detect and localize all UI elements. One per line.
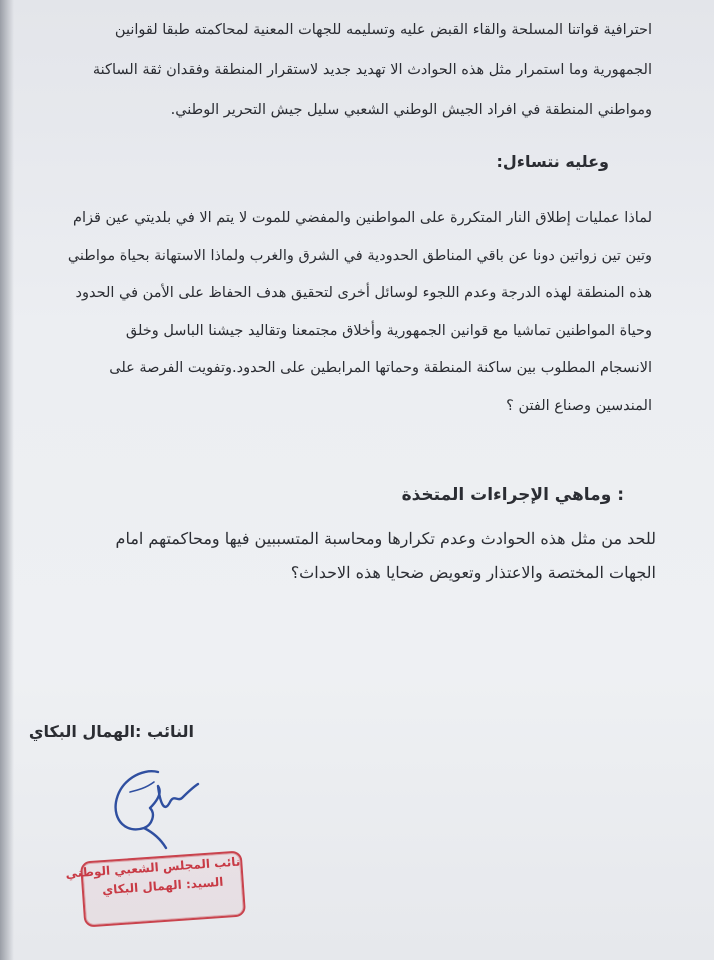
signer-name: النائب :الهمال البكاي — [28, 722, 194, 741]
handwritten-signature — [100, 762, 220, 852]
paragraph-1-line: الجمهورية وما استمرار مثل هذه الحوادث الا تهديد جديد لاستقرار المنطقة وفقدان ثقة الساكنة — [92, 62, 652, 78]
stamp-line-2: السيد: الهمال البكاي — [101, 874, 224, 898]
page-edge-shadow — [0, 0, 14, 960]
heading-questions: وعليه نتساءل: — [496, 152, 609, 171]
paragraph-3-line: الجهات المختصة والاعتذار وتعويض ضحايا هذه الاحداث؟ — [290, 563, 656, 582]
paragraph-3-line: للحد من مثل هذه الحوادث وعدم تكرارها ومحاسبة المتسببين فيها ومحاكمتهم امام — [115, 529, 656, 548]
paragraph-1-line: احترافية قواتنا المسلحة والقاء القبض عليه وتسليمه للجهات المعنية لمحاكمته طبقا لقوانين — [114, 22, 652, 38]
stamp-line-1: نائب المجلس الشعبي الوطني — [65, 854, 241, 881]
official-stamp — [65, 850, 246, 927]
paragraph-3 — [116, 522, 656, 590]
paragraph-2-line: وتين تين زواتين دونا عن باقي المناطق الحدودية في الشرق والغرب ولماذا الاستهانة بحياة مواطني — [67, 247, 652, 264]
paragraph-2-line: وحياة المواطنين تماشيا مع قوانين الجمهورية وأخلاق مجتمعنا وتقاليد جيشنا الباسل وخلق — [125, 322, 652, 339]
heading-measures: : وماهي الإجراءات المتخذة — [401, 485, 624, 505]
paragraph-2-line: الانسجام المطلوب بين ساكنة المنطقة وحماتها المرابطين على الحدود.وتفويت الفرصة على — [109, 360, 652, 376]
paragraph-2-line: هذه المنطقة لهذه الدرجة وعدم اللجوء لوسائل أخرى لتحقيق هدف الحفاظ على الأمن في الحدود — [75, 285, 652, 301]
paragraph-2 — [68, 200, 652, 425]
paragraph-1-line: ومواطني المنطقة في افراد الجيش الوطني الشعبي سليل جيش التحرير الوطني. — [170, 102, 652, 118]
paragraph-2-line: المندسين وصناع الفتن ؟ — [506, 397, 652, 414]
paragraph-1 — [93, 10, 652, 130]
paragraph-2-line: لماذا عمليات إطلاق النار المتكررة على المواطنين والمفضي للموت لا يتم الا في بلديتي عين قزام — [72, 210, 652, 226]
